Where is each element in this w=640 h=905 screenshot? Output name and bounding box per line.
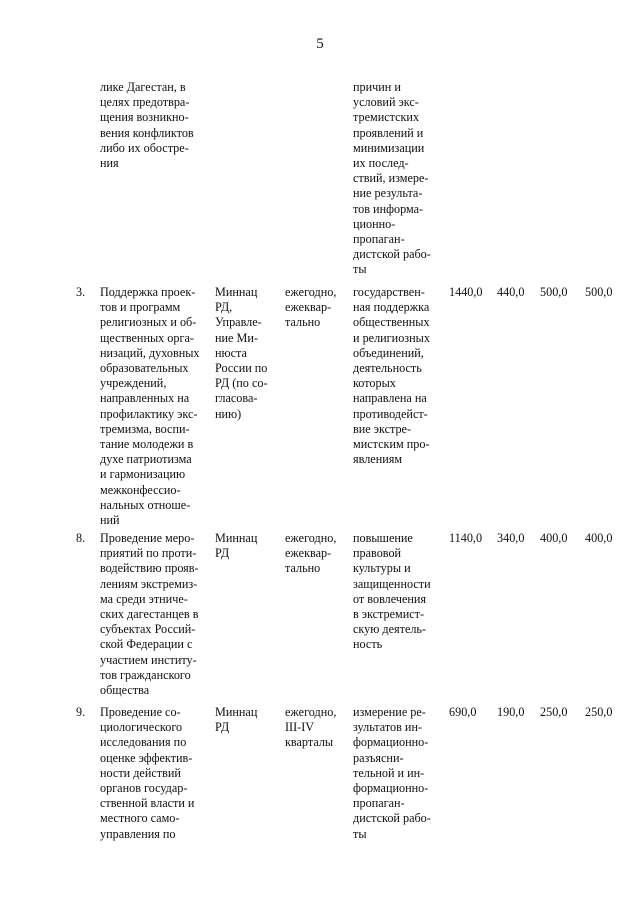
row-result-cell: государствен- ная поддержка общественных и религиозных объединений, деятельность которых направлена на противодейст- вие экстре- мистским про- явлениям: [353, 285, 430, 467]
row-number: 3.: [76, 285, 86, 299]
row-total-cell: 1440,0: [449, 285, 483, 299]
row-name-cell: Поддержка проек- тов и программ религиозных и об- щественных орга- низаций, духовных образовательных учреждений, направленных на профилактику экс- тремизма, воспи- тание молодежи в духе патриотизма и гармонизацию межконфессио- нальных отноше- ний: [100, 285, 200, 528]
row-year1-cell: 440,0: [497, 285, 525, 299]
row-total-cell: 1140,0: [449, 531, 483, 545]
row-year2-cell: 400,0: [540, 531, 568, 545]
row-term-cell: ежегодно, ежеквар- тально: [285, 285, 337, 330]
row-year1-cell: 190,0: [497, 705, 525, 719]
row-result-cell: повышение правовой культуры и защищенности от вовлечения в экстремист- скую деятель- ность: [353, 531, 431, 652]
row-executor-cell: Миннац РД, Управле- ние Ми- нюста России по РД (по со- гласова- нию): [215, 285, 268, 421]
continuation-name-cell: лике Дагестан, в целях предотвра- щения возникно- вения конфликтов либо их обостре- ния: [100, 80, 194, 171]
continuation-result-cell: причин и условий экс- тремистских проявлений и минимизации их послед- ствий, измере- ние результа- тов информа- ционно- пропаган- дистской рабо- ты: [353, 80, 431, 277]
row-total-cell: 690,0: [449, 705, 477, 719]
row-executor-cell: Миннац РД: [215, 705, 258, 735]
row-number: 9.: [76, 705, 86, 719]
row-executor-cell: Миннац РД: [215, 531, 258, 561]
row-term-cell: ежегодно, III-IV кварталы: [285, 705, 337, 750]
row-name-cell: Проведение меро- приятий по проти- водействию прояв- лениям экстремиз- ма среди этниче- ских дагестанцев в субъектах Россий- ской Федерации с участием институ- тов гражданского общества: [100, 531, 199, 698]
row-number: 8.: [76, 531, 86, 545]
row-year1-cell: 340,0: [497, 531, 525, 545]
row-year2-cell: 250,0: [540, 705, 568, 719]
row-year2-cell: 500,0: [540, 285, 568, 299]
row-year3-cell: 250,0: [585, 705, 613, 719]
page-number: 5: [316, 36, 324, 52]
row-result-cell: измерение ре- зультатов ин- формационно- разъясни- тельной и ин- формационно- пропаган- дистской рабо- ты: [353, 705, 431, 841]
row-term-cell: ежегодно, ежеквар- тально: [285, 531, 337, 576]
row-year3-cell: 400,0: [585, 531, 613, 545]
row-name-cell: Проведение со- циологического исследования по оценке эффектив- ности действий органов государ- ственной власти и местного само- управления по: [100, 705, 195, 841]
row-year3-cell: 500,0: [585, 285, 613, 299]
